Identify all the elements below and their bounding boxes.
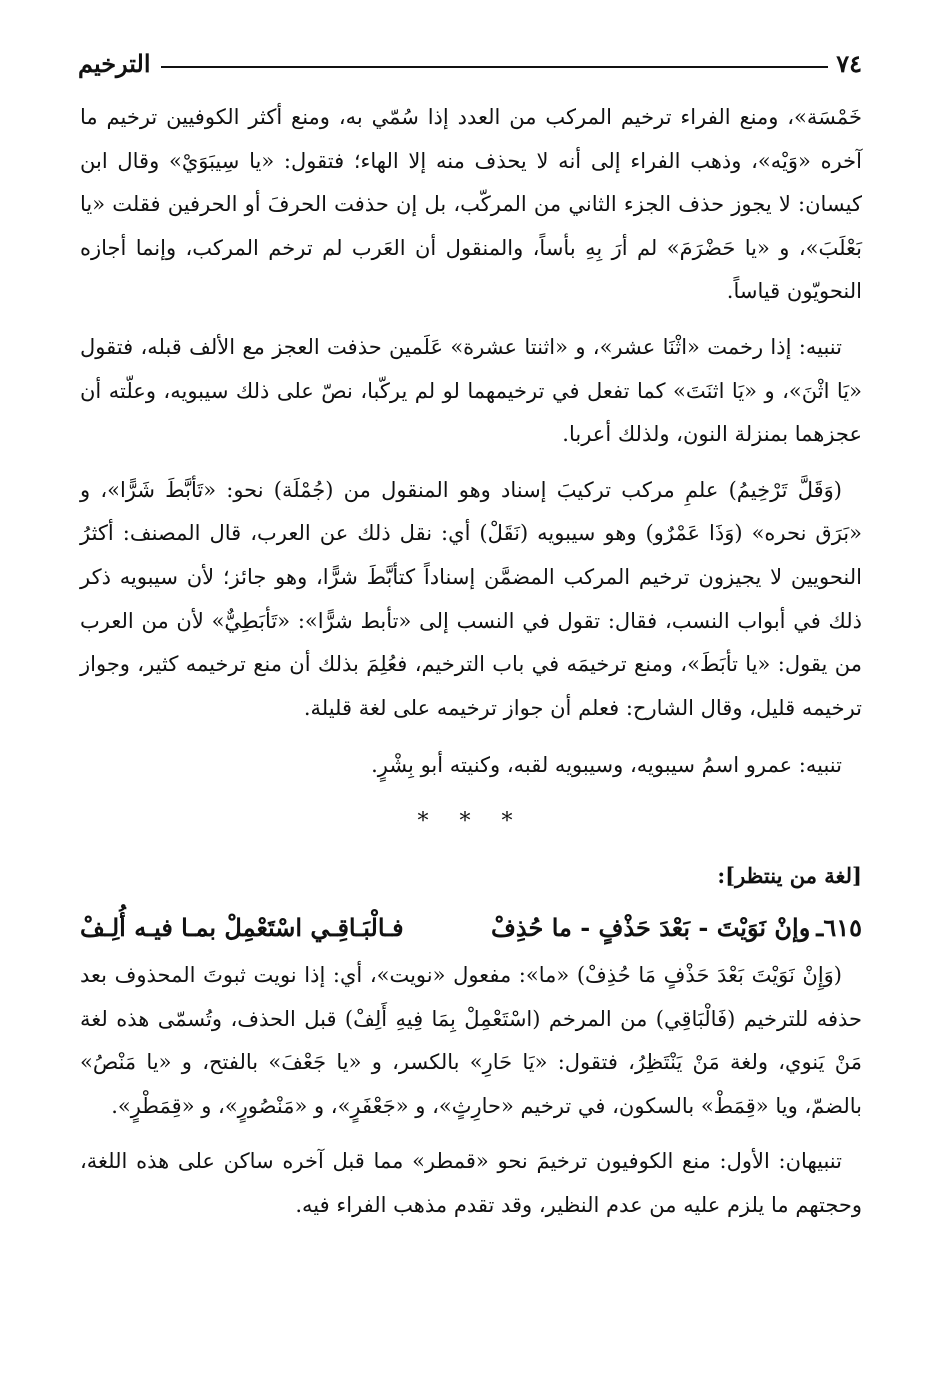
paragraph-note-numbers: تنبيه: إذا رخمت «اثْنَا عشر»، و «اثنتا عشرة» عَلَمين حذفت العجز مع الألف قبله، فتقول «يَا اثْنَ»، و «يَا اثنَتَ» كما تفعل في ترخيمهما لو لم يركّبا، نصّ على ذلك سيبويه، وعلّته أن عجزهما بمنزلة النون، ولذلك أعربا. (80, 334, 862, 447)
paragraph-compound-name-tarkhim: خَمْسَة»، ومنع الفراء ترخيم المركب من العدد إذا سُمّي به، ومنع أكثر الكوفيين ترخيم ما آخره «وَيْه»، وذهب الفراء إلى أنه لا يحذف منه إلا الهاء؛ فتقول: «يا سِيبَوَيْ» وقال ابن كيسان: لا يجوز حذف الجزء الثاني من المركّب، بل إن حذفت الحرفَ أو الحرفين فقلت «يا بَعْلَبَ»، و «يا حَضْرَمَ» لم أرَ بِهِ بأساً، والمنقول أن العَرب لم ترخم المركب، وإنما أجازه النحويّون قياساً. (80, 105, 862, 304)
verse-second-hemistich: فـالْبَـاقِـي اسْتَعْمِلْ بمـا فيـه أُلِـفْ (79, 912, 404, 942)
page-body (80, 96, 862, 1227)
paragraph-note-sibawayh: تنبيه: عمرو اسمُ سيبويه، وسيبويه لقبه، وكنيته أبو بِشْرٍ. (371, 753, 842, 778)
section-heading: [لغة من ينتظر]: (717, 862, 862, 888)
verse-first-hemistich: وإنْ نَوَيْتَ - بَعْدَ حَذْفٍ - ما حُذِفْ (491, 912, 811, 942)
header-chapter-title: الترخيم (78, 49, 151, 78)
header-rule (161, 66, 829, 68)
verse-line (80, 902, 862, 954)
paragraph-intended-deletion: (وَإِنْ نَوَيْتَ بَعْدَ حَذْفٍ مَا حُذِفْ) «ما»: مفعول «نويت»، أي: إذا نويت ثبوتَ المحذوف بعد حذفه للترخيم (فَالْبَاقِي) من المرخم (اسْتَعْمِلْ بِمَا فِيهِ أَلِفْ) قبل الحذف، وتُسمّى هذه لغة مَنْ يَنوي، ولغة مَنْ يَنْتَظِرُ، فتقول: «يَا حَارِ» بالكسر، و «يا جَعْفَ» بالفتح، و «يا مَنْصُ» بالضمّ، ويا «قِمَطْ» بالسكون، في ترخيم «حارِثٍ»، و «جَعْفَرٍ»، و «مَنْصُورٍ»، و «قِمَطْرٍ». (80, 962, 862, 1118)
section-separator: * * * (417, 808, 525, 834)
page-number: ٧٤ (836, 49, 862, 78)
verse-number: ٦١٥ـ (816, 912, 862, 942)
paragraph-predicative-compound: (وَقَلَّ تَرْخِيمُ) علمِ مركب تركيبَ إسناد وهو المنقول من (جُمْلَة) نحو: «تَأبَّطَ شَرًّا»، و «بَرَق نحره» (وَذَا عَمْرٌو) وهو سيبويه (نَقَلْ) أي: نقل ذلك عن العرب، قال المصنف: أكثرُ النحويين لا يجيزون ترخيم المركب المضمَّن إسناداً كتأبَّطَ شرًّا، وهو جائز؛ لأن سيبويه ذكر ذلك في أبواب النسب، فقال: تقول في النسب إلى «تأبط شرًّا»: «تَأبَطِيٌّ» لأن من العرب من يقول: «يا تأبَطَ»، ومنع ترخيمَه في باب الترخيم، فعُلِمَ بذلك أن منع ترخيمه كثير، وجواز ترخيمه قليل، وقال الشارح: فعلم أن جواز ترخيمه على لغة قليلة. (80, 477, 862, 720)
running-header (78, 38, 862, 78)
paragraph-two-notes: تنبيهان: الأول: منع الكوفيون ترخيمَ نحو «قمطر» مما قبل آخره ساكن على هذه اللغة، وحجتهم ما يلزم عليه من عدم النظير، وقد تقدم مذهب الفراء فيه. (80, 1149, 862, 1217)
